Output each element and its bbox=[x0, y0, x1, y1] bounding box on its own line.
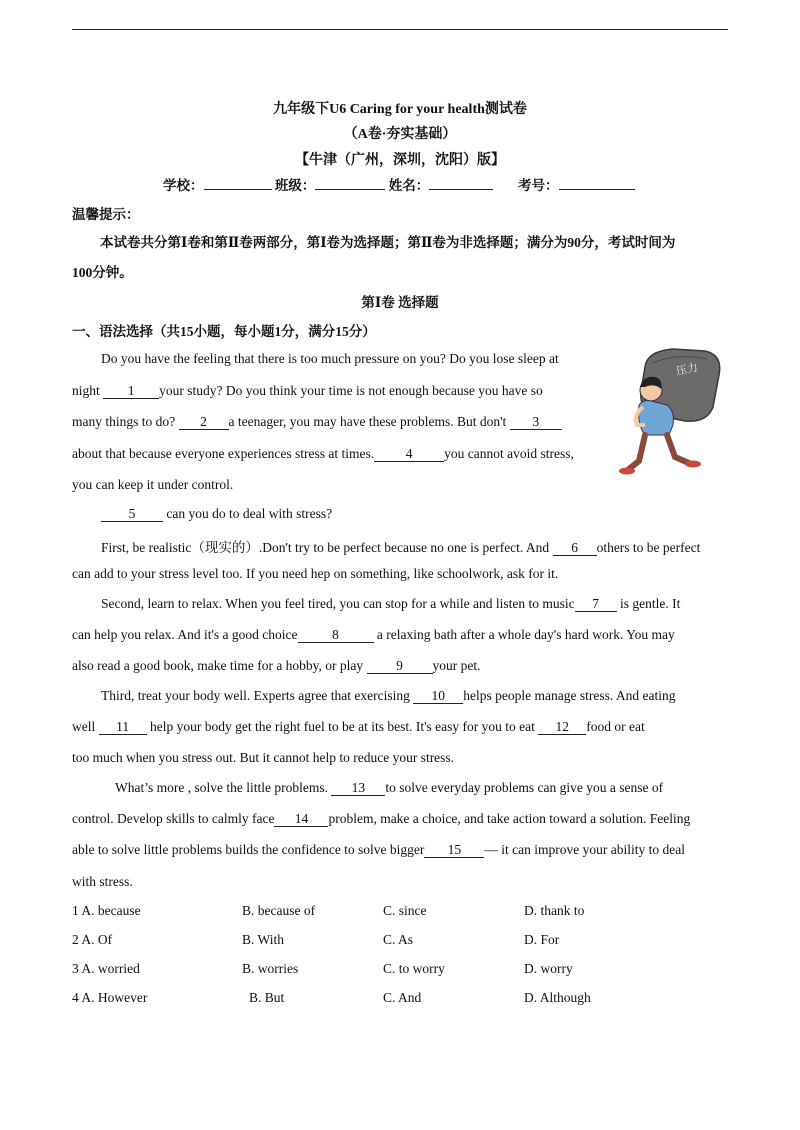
option-2c[interactable]: C. As bbox=[383, 932, 414, 947]
class-field[interactable] bbox=[315, 189, 385, 190]
edition-label: 【牛津（广州，深圳，沈阳）版】 bbox=[295, 153, 505, 168]
notice-line-2: 100分钟。 bbox=[72, 265, 133, 280]
passage-line-3: many things to do? 2 a teenager, you may have these problems. But don't 3 bbox=[72, 414, 562, 430]
passage-line-7: First, be realistic（现实的）.Don't try to be perfect because no one is perfect. And 6 others to be perfect bbox=[101, 540, 701, 555]
passage-line-5: you can keep it under control. bbox=[72, 477, 234, 492]
name-label: 姓名： bbox=[388, 178, 430, 193]
blank-11[interactable]: 11 bbox=[99, 720, 147, 735]
option-4d[interactable]: D. Although bbox=[524, 990, 591, 1005]
notice-label: 温馨提示： bbox=[72, 207, 140, 222]
option-4c[interactable]: C. And bbox=[383, 990, 422, 1005]
option-3a[interactable]: 3 A. worried bbox=[72, 961, 140, 976]
passage-line-18: with stress. bbox=[72, 874, 133, 889]
blank-3[interactable]: 3 bbox=[510, 415, 562, 430]
option-1a[interactable]: 1 A. because bbox=[72, 903, 141, 918]
option-3b[interactable]: B. worries bbox=[242, 961, 299, 976]
blank-14[interactable]: 14 bbox=[274, 812, 328, 827]
option-2a[interactable]: 2 A. Of bbox=[72, 932, 113, 947]
blank-8[interactable]: 8 bbox=[298, 628, 374, 643]
blank-12[interactable]: 12 bbox=[538, 720, 586, 735]
passage-line-15: What’s more , solve the little problems. 13 to solve everyday problems can give you a sense of bbox=[115, 780, 664, 795]
passage-line-8: can add to your stress level too. If you need hep on something, like schoolwork, ask for it. bbox=[72, 566, 559, 581]
blank-6[interactable]: 6 bbox=[553, 541, 597, 556]
option-3d[interactable]: D. worry bbox=[524, 961, 573, 976]
stressed-student-illustration bbox=[615, 345, 730, 480]
passage-line-9: Second, learn to relax. When you feel tired, you can stop for a while and listen to music 7 is gentle. It bbox=[101, 596, 681, 611]
option-1c[interactable]: C. since bbox=[383, 903, 427, 918]
class-label: 班级： bbox=[274, 178, 316, 193]
pressure-badge-text: 压力 bbox=[674, 360, 700, 378]
school-field[interactable] bbox=[204, 189, 272, 190]
id-label: 考号： bbox=[518, 178, 559, 193]
top-rule bbox=[72, 29, 728, 30]
school-label: 学校： bbox=[163, 178, 204, 193]
passage-line-13: well 11 help your body get the right fuel to be at its best. It's easy for you to eat 12 food or eat bbox=[72, 719, 645, 734]
notice-line-1: 本试卷共分第Ⅰ卷和第Ⅱ卷两部分，第Ⅰ卷为选择题；第Ⅱ卷为非选择题；满分为90分，考试时间为 bbox=[100, 235, 676, 250]
name-field[interactable] bbox=[429, 189, 493, 190]
passage-line-14: too much when you stress out. But it cannot help to reduce your stress. bbox=[72, 750, 455, 765]
option-2b[interactable]: B. With bbox=[242, 932, 284, 947]
passage-line-16: control. Develop skills to calmly face 14 problem, make a choice, and take action toward a solution. Feeling bbox=[72, 811, 691, 826]
blank-9[interactable]: 9 bbox=[367, 659, 433, 674]
part-heading: 一、语法选择（共15小题，每小题1分，满分15分） bbox=[72, 324, 376, 339]
option-4a[interactable]: 4 A. However bbox=[72, 990, 148, 1005]
page-subtitle: （A卷·夯实基础） bbox=[343, 127, 457, 142]
blank-2[interactable]: 2 bbox=[179, 415, 229, 430]
blank-15[interactable]: 15 bbox=[424, 843, 484, 858]
passage-line-10: can help you relax. And it's a good choice 8 a relaxing bath after a whole day's hard work. You may bbox=[72, 627, 675, 642]
student-info-line bbox=[163, 174, 635, 194]
option-3c[interactable]: C. to worry bbox=[383, 961, 445, 976]
blank-5[interactable]: 5 bbox=[101, 507, 163, 522]
option-1b[interactable]: B. because of bbox=[242, 903, 316, 918]
blank-4[interactable]: 4 bbox=[374, 447, 444, 462]
option-4b[interactable]: B. But bbox=[249, 990, 285, 1005]
page-title: 九年级下U6 Caring for your health测试卷 bbox=[273, 102, 527, 117]
passage-line-2: night 1 your study? Do you think your time is not enough because you have so bbox=[72, 383, 543, 398]
passage-line-12: Third, treat your body well. Experts agree that exercising 10 helps people manage stress. And eating bbox=[101, 688, 676, 703]
passage-line-11: also read a good book, make time for a hobby, or play 9 your pet. bbox=[72, 658, 481, 673]
passage-line-6: 5 can you do to deal with stress? bbox=[101, 506, 332, 522]
section-title: 第Ⅰ卷 选择题 bbox=[361, 295, 439, 310]
passage-line-17: able to solve little problems builds the confidence to solve bigger 15 — it can improve your ability to deal bbox=[72, 842, 685, 857]
option-2d[interactable]: D. For bbox=[524, 932, 560, 947]
passage-line-1: Do you have the feeling that there is too much pressure on you? Do you lose sleep at bbox=[101, 351, 559, 366]
blank-7[interactable]: 7 bbox=[575, 597, 617, 612]
option-1d[interactable]: D. thank to bbox=[524, 903, 585, 918]
blank-10[interactable]: 10 bbox=[413, 689, 463, 704]
blank-1[interactable]: 1 bbox=[103, 384, 159, 399]
blank-13[interactable]: 13 bbox=[331, 781, 385, 796]
id-field[interactable] bbox=[559, 189, 635, 190]
passage-line-4: about that because everyone experiences stress at times. 4 you cannot avoid stress, bbox=[72, 446, 574, 461]
